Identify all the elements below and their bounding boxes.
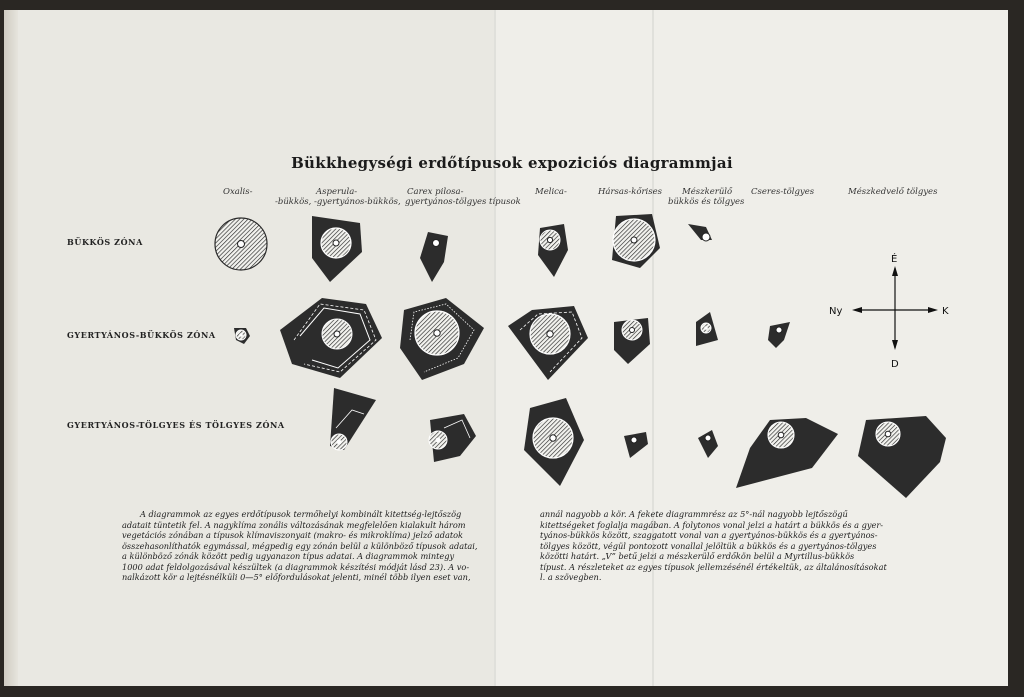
column-label-harsas: Hársas-kőrises [598,187,663,197]
column-label-bukkos: -bükkös, -gyertyános-bükkös, [275,197,401,207]
diagram-bukkos-carex [420,232,448,282]
diagram-gyertyanos-tolgyes-carex [429,414,476,462]
diagram-gyertyanos-tolgyes-ceres [736,418,838,488]
diagram-gyertyanos-bukkos-oxalis [234,328,250,344]
arrow-north-icon [892,266,898,276]
caption-line: annál nagyobb a kör. A fekete diagrammrész az 5°-nál nagyobb lejtőszögű [540,509,848,519]
page-title: Bükkhegységi erdőtípusok expoziciós diagrammjai [291,154,733,172]
caption-line: tölgyes között, végül pontozott vonallal jelöltük a bükkös és a gyertyános-tölgyes [540,540,877,551]
diagram-gyertyanos-tolgyes-asperula [330,388,376,450]
row-label-gyertyanos-bukkos-zona: GYERTYÁNOS-BÜKKÖS ZÓNA [67,330,216,340]
diagram-gyertyanos-tolgyes-harsas [624,432,648,458]
column-label-asperula: Asperula- [316,187,358,197]
compass-rose [829,252,949,370]
column-label-carex-2: gyertyános-tölgyes típusok [405,197,521,207]
diagram-gyertyanos-tolgyes-melica [524,398,584,486]
column-label-melica: Melica- [535,187,567,197]
caption-line: tyános-bükkös között, szaggatott vonal van a gyertyános-bükkös és a gyertyános- [540,530,878,540]
caption-line: A diagrammok az egyes erdőtípusok termőhelyi kombinált kitettség-lejtőszög [140,509,462,519]
compass-east: K [942,306,949,317]
row-label-gyertyanos-tolgyes-zona: GYERTYÁNOS-TÖLGYES ÉS TÖLGYES ZÓNA [67,420,285,430]
compass-south: D [891,359,899,370]
diagram-gyertyanos-bukkos-ceres [768,322,790,348]
diagram-bukkos-meszkerulo [688,224,712,241]
caption-left [122,509,488,583]
diagram-gyertyanos-bukkos-meszkerulo [696,312,718,346]
caption-line: a különböző zónák között pedig ugyanazon típus adatai. A diagrammok mintegy [122,551,455,561]
diagram-bukkos-melica [538,224,568,277]
column-label-meszkerulo-2: bükkös és tölgyes [668,197,745,207]
diagram-bukkos-asperula [312,216,362,282]
diagram-bukkos-harsas [612,214,660,268]
compass-west: Ny [829,306,843,317]
diagram-gyertyanos-tolgyes-meszkerulo [698,430,718,458]
column-label-ceres: Cseres-tölgyes [751,187,815,197]
caption-line: l. a szövegben. [540,572,602,582]
diagram-gyertyanos-bukkos-melica [508,306,588,380]
caption-line: kitettségeket foglalja magában. A folytonos vonal jelzi a határt a bükkös és a gyer- [540,519,884,530]
column-label-meszkerulo: Mészkerülő [682,187,733,197]
row-label-bukkos-zona: BÜKKÖS ZÓNA [67,237,143,247]
caption-line: nalkázott kör a lejtésnélküli 0—5° előfordulásokat jelenti, minél több ilyen eset van, [122,572,471,582]
column-label-oxalis: Oxalis- [223,187,253,197]
caption-line: vegetációs zónában a típusok klímaviszonyait (makro- és mikroklíma) jelző adatok [122,530,464,540]
arrow-south-icon [892,340,898,350]
caption-line: adatait tüntetik fel. A nagyklíma zonális változásának megfelelően kialakult három [122,519,466,530]
column-label-carex: Carex pilosa- [407,187,464,197]
arrow-west-icon [852,307,862,313]
caption-line: összehasonlíthatók egymással, mégpedig egy zónán belül a különböző típusok adatai, [122,540,478,551]
caption-line: 1000 adat feldolgozásával készültek (a diagrammok készítési módját lásd 23). A vo- [122,561,470,572]
caption-line: közötti határt. „V” betű jelzi a mészkerülő erdőkön belül a Myrtillus-bükkös [540,551,855,561]
diagram-gyertyanos-bukkos-asperula [280,298,382,378]
diagram-gyertyanos-bukkos-harsas [614,318,650,364]
diagram-bukkos-oxalis [215,218,267,270]
caption-line: típust. A részleteket az egyes típusok jellemzésénél értékeltük, az általánosításokat [540,561,887,572]
column-label-meszkedvelo: Mészkedvelő tölgyes [848,187,938,197]
compass-north: É [891,254,898,265]
diagram-gyertyanos-tolgyes-meszkedvelo [858,416,946,498]
diagram-gyertyanos-bukkos-carex [400,298,484,380]
caption-right [540,509,906,583]
arrow-east-icon [928,307,938,313]
